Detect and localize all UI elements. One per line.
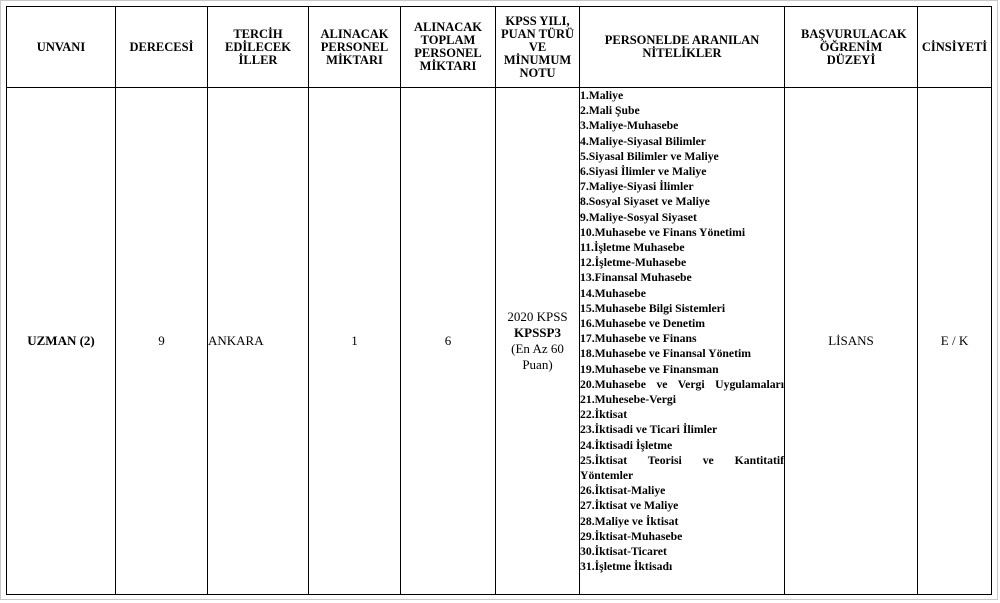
list-item: 28.Maliye ve İktisat <box>580 514 679 528</box>
list-item: 15.Muhasebe Bilgi Sistemleri <box>580 301 726 315</box>
header-cinsiyet: CİNSİYETİ <box>918 7 992 88</box>
list-item: 30.İktisat-Ticaret <box>580 545 667 559</box>
list-item: 2.Mali Şube <box>580 104 640 118</box>
list-item: 16.Muhasebe ve Denetim <box>580 317 705 331</box>
list-item: 10.Muhasebe ve Finans Yönetimi <box>580 225 746 239</box>
list-item: 20.Muhasebe ve Vergi Uygulamaları <box>580 377 784 391</box>
cell-derecesi: 9 <box>116 88 208 595</box>
list-item: 21.Muhesebe-Vergi <box>580 393 676 407</box>
qualification-list <box>580 88 784 575</box>
list-item: 13.Finansal Muhasebe <box>580 271 692 285</box>
header-tercih-edilecek-iller <box>208 7 309 88</box>
list-item: 22.İktisat <box>580 408 628 422</box>
kpss-minimum-note: (En Az 60 Puan) <box>511 341 564 372</box>
table-row <box>7 88 992 595</box>
personnel-table <box>6 6 992 595</box>
list-item: 25.İktisat Teorisi ve Kantitatif Yöntemler <box>580 453 784 483</box>
header-nitelikler-text: PERSONELDE ARANILAN NİTELİKLER <box>604 33 760 60</box>
list-item: 12.İşletme-Muhasebe <box>580 256 687 270</box>
kpss-score-type: KPSSP3 <box>514 325 561 340</box>
list-item: 23.İktisadi ve Ticari İlimler <box>580 423 718 437</box>
cell-alinacak: 1 <box>309 88 401 595</box>
header-toplam-personel <box>401 7 496 88</box>
list-item: 11.İşletme Muhasebe <box>580 241 685 255</box>
list-item: 29.İktisat-Muhasebe <box>580 529 683 543</box>
header-kpss-text: KPSS YILI, PUAN TÜRÜ VE MİNUMUM NOTU <box>500 13 575 80</box>
list-item: 31.İşletme İktisadı <box>580 560 673 574</box>
list-item: 3.Maliye-Muhasebe <box>580 119 679 133</box>
header-alinacak-personel <box>309 7 401 88</box>
header-ogrenim-text: BAŞVURULACAK ÖĞRENİM DÜZEYİ <box>801 26 907 67</box>
list-item: 26.İktisat-Maliye <box>580 484 666 498</box>
cell-unvani: UZMAN (2) <box>7 88 116 595</box>
cell-nitelikler <box>580 88 785 595</box>
list-item: 9.Maliye-Sosyal Siyaset <box>580 210 697 224</box>
list-item: 4.Maliye-Siyasal Bilimler <box>580 134 706 148</box>
list-item: 17.Muhasebe ve Finans <box>580 332 697 346</box>
header-derecesi: DERECESİ <box>116 7 208 88</box>
list-item: 14.Muhasebe <box>580 286 646 300</box>
list-item: 27.İktisat ve Maliye <box>580 499 679 513</box>
cell-kpss <box>496 88 580 595</box>
table-header-row <box>7 7 992 88</box>
header-kpss <box>496 7 580 88</box>
list-item: 5.Siyasal Bilimler ve Maliye <box>580 149 719 163</box>
header-unvani: UNVANI <box>7 7 116 88</box>
list-item: 8.Sosyal Siyaset ve Maliye <box>580 195 710 209</box>
header-tercih-text: TERCİH EDİLECEK İLLER <box>225 26 291 67</box>
header-alinacak-text: ALINACAK PERSONEL MİKTARI <box>320 26 389 67</box>
list-item: 19.Muhasebe ve Finansman <box>580 362 719 376</box>
list-item: 1.Maliye <box>580 89 624 102</box>
cell-ogrenim: LİSANS <box>785 88 918 595</box>
list-item: 6.Siyasi İlimler ve Maliye <box>580 165 707 179</box>
cell-cinsiyet: E / K <box>918 88 992 595</box>
list-item: 18.Muhasebe ve Finansal Yönetim <box>580 347 751 361</box>
header-toplam-text: ALINACAK TOPLAM PERSONEL MİKTARI <box>413 20 483 73</box>
list-item: 24.İktisadi İşletme <box>580 438 673 452</box>
header-nitelikler <box>580 7 785 88</box>
cell-il: ANKARA <box>208 88 309 595</box>
header-ogrenim-duzeyi <box>785 7 918 88</box>
list-item: 7.Maliye-Siyasi İlimler <box>580 180 694 194</box>
cell-toplam: 6 <box>401 88 496 595</box>
kpss-year: 2020 KPSS <box>507 309 568 324</box>
